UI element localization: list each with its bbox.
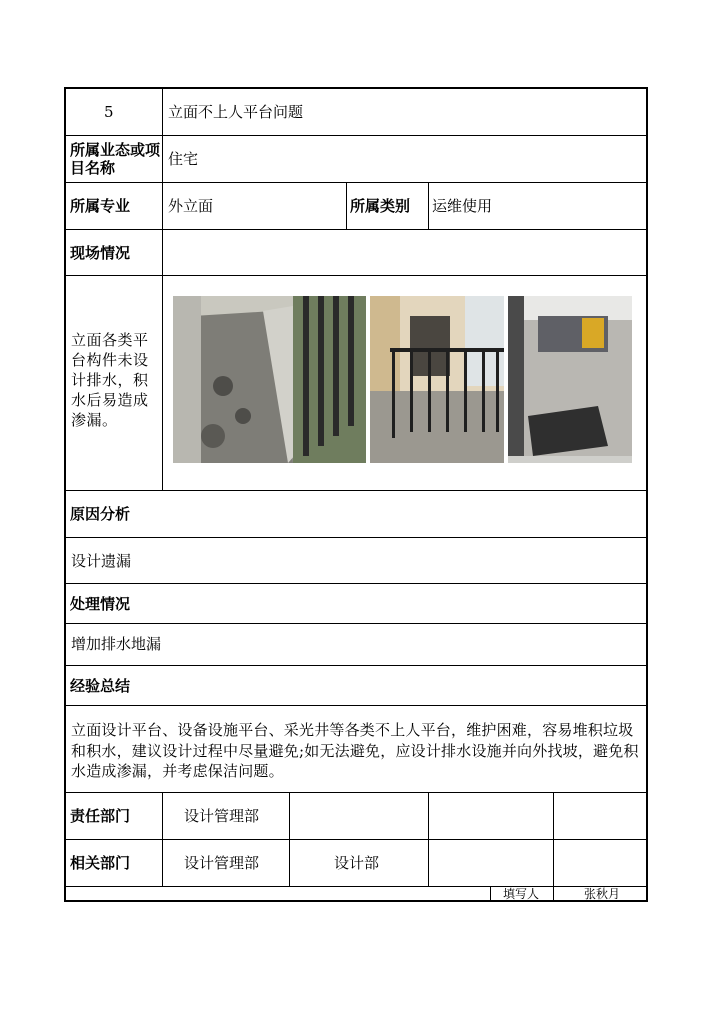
row-divider [66,490,646,491]
cause-text: 设计遗漏 [71,552,132,570]
site-photo-balcony-corner [173,296,366,463]
column-divider [346,182,347,229]
lessons-heading: 经验总结 [70,677,131,695]
handling-text: 增加排水地漏 [71,635,162,653]
responsible-dept-label: 责任部门 [70,807,131,825]
specialty-label: 所属专业 [70,197,131,215]
cause-heading: 原因分析 [70,505,131,523]
site-description: 立面各类平台构件未设计排水，积水后易造成渗漏。 [71,331,149,429]
responsible-dept-1: 设计管理部 [184,807,260,825]
row-divider [66,792,646,793]
column-divider [162,275,163,490]
site-heading: 现场情况 [70,244,131,262]
handling-heading: 处理情况 [70,595,131,613]
lessons-text: 立面设计平台、设备设施平台、采光井等各类不上人平台，维护困难，容易堆积垃圾和积水，建议设计过程中尽量避免;如无法避免，应设计排水设施并向外找坡，避免积水造成渗漏，并考虑保洁问题。 [71,721,639,780]
row-divider [66,705,646,706]
column-divider [428,792,429,886]
row-divider [66,229,646,230]
business-label: 所属业态或项目名称 [70,141,161,177]
filler-label: 填写人 [503,887,540,901]
related-dept-label: 相关部门 [70,854,131,872]
filler-name: 张秋月 [584,887,621,901]
row-divider [66,839,646,840]
row-divider [66,182,646,183]
specialty-value: 外立面 [168,197,214,215]
related-dept-2: 设计部 [334,854,380,872]
column-divider [553,792,554,902]
row-divider [66,665,646,666]
site-photo-balcony-railing [370,296,504,463]
column-divider [490,886,491,902]
row-divider [66,583,646,584]
row-divider [66,135,646,136]
category-value: 运维使用 [432,197,493,215]
record-sheet [64,87,648,902]
row-divider [66,623,646,624]
related-dept-1: 设计管理部 [184,854,260,872]
category-label: 所属类别 [350,197,411,215]
column-divider [162,792,163,886]
row-divider [66,537,646,538]
business-value: 住宅 [168,150,199,168]
site-photo-light-well [508,296,632,463]
row-divider [66,275,646,276]
column-divider [289,792,290,886]
column-divider [162,89,163,275]
column-divider [428,182,429,229]
row-divider [66,886,646,887]
record-title: 立面不上人平台问题 [168,103,304,121]
record-number: 5 [104,103,114,121]
